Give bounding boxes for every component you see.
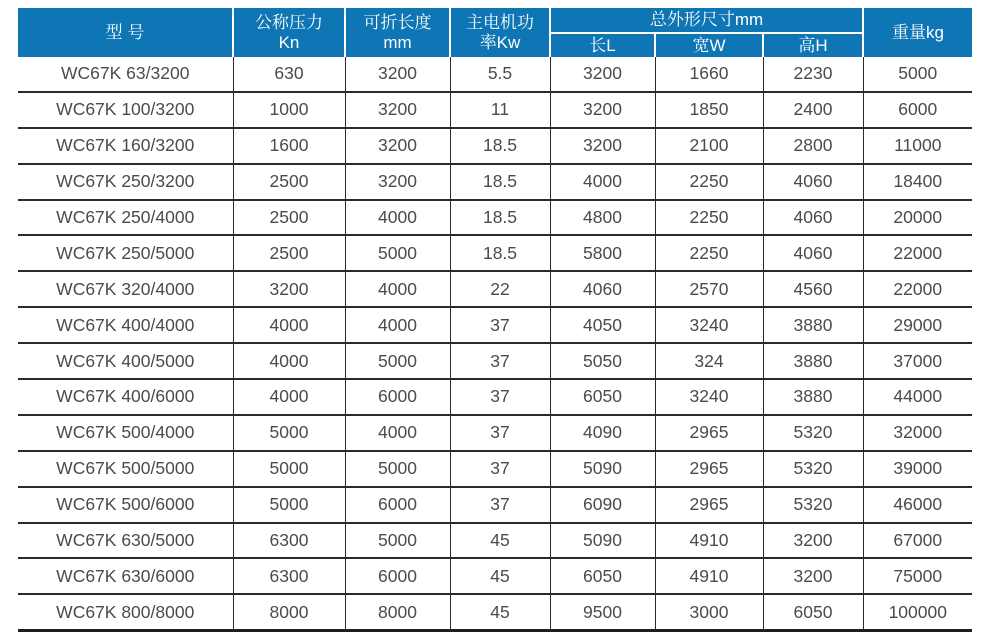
header-model (18, 8, 233, 57)
cell-model: WC67K 250/4000 (18, 200, 233, 236)
cell-fold-length: 5000 (345, 343, 450, 379)
cell-dim-height: 2400 (763, 92, 863, 128)
cell-motor-power: 37 (450, 415, 550, 451)
header-motor-power-line2: 率Kw (479, 32, 521, 52)
table-row (18, 57, 972, 92)
cell-dim-width: 2100 (655, 128, 763, 164)
cell-model: WC67K 500/4000 (18, 415, 233, 451)
cell-weight: 75000 (863, 558, 972, 594)
table-row (18, 92, 972, 128)
cell-pressure: 1600 (233, 128, 345, 164)
cell-dim-length: 3200 (550, 92, 655, 128)
cell-dim-height: 4060 (763, 200, 863, 236)
cell-fold-length: 5000 (345, 235, 450, 271)
cell-fold-length: 8000 (345, 594, 450, 630)
table-row (18, 523, 972, 559)
cell-dim-width: 1850 (655, 92, 763, 128)
cell-fold-length: 3200 (345, 92, 450, 128)
cell-fold-length: 4000 (345, 307, 450, 343)
cell-dim-length: 6050 (550, 558, 655, 594)
table-row (18, 343, 972, 379)
header-fold-length (345, 8, 450, 57)
cell-dim-width: 2965 (655, 487, 763, 523)
cell-dim-length: 4060 (550, 271, 655, 307)
cell-motor-power: 5.5 (450, 57, 550, 92)
cell-model: WC67K 630/6000 (18, 558, 233, 594)
cell-motor-power: 22 (450, 271, 550, 307)
header-dim-length-label: 长L (589, 35, 616, 55)
header-dimensions-group (550, 8, 863, 33)
cell-pressure: 4000 (233, 307, 345, 343)
header-dim-width (655, 33, 763, 57)
cell-pressure: 6300 (233, 558, 345, 594)
cell-dim-width: 2250 (655, 164, 763, 200)
header-pressure-line2: Kn (278, 32, 300, 52)
cell-model: WC67K 500/5000 (18, 451, 233, 487)
cell-fold-length: 3200 (345, 128, 450, 164)
cell-motor-power: 18.5 (450, 200, 550, 236)
table-row (18, 487, 972, 523)
cell-weight: 5000 (863, 57, 972, 92)
cell-model: WC67K 400/6000 (18, 379, 233, 415)
cell-dim-width: 3240 (655, 307, 763, 343)
cell-dim-length: 5090 (550, 451, 655, 487)
cell-model: WC67K 630/5000 (18, 523, 233, 559)
cell-pressure: 3200 (233, 271, 345, 307)
cell-dim-length: 4000 (550, 164, 655, 200)
cell-dim-width: 2965 (655, 415, 763, 451)
cell-dim-width: 2965 (655, 451, 763, 487)
cell-motor-power: 37 (450, 307, 550, 343)
cell-motor-power: 18.5 (450, 164, 550, 200)
cell-dim-width: 3240 (655, 379, 763, 415)
cell-pressure: 5000 (233, 451, 345, 487)
cell-model: WC67K 250/3200 (18, 164, 233, 200)
header-pressure-line1: 公称压力 (255, 12, 323, 32)
header-weight (863, 8, 972, 57)
cell-model: WC67K 63/3200 (18, 57, 233, 92)
cell-dim-height: 5320 (763, 451, 863, 487)
cell-model: WC67K 250/5000 (18, 235, 233, 271)
cell-pressure: 8000 (233, 594, 345, 630)
table-row (18, 235, 972, 271)
cell-dim-length: 9500 (550, 594, 655, 630)
cell-model: WC67K 500/6000 (18, 487, 233, 523)
cell-model: WC67K 800/8000 (18, 594, 233, 630)
cell-dim-length: 4090 (550, 415, 655, 451)
cell-weight: 29000 (863, 307, 972, 343)
cell-motor-power: 37 (450, 451, 550, 487)
cell-dim-width: 4910 (655, 523, 763, 559)
header-dimensions-group-label: 总外形尺寸mm (649, 10, 764, 29)
cell-weight: 22000 (863, 271, 972, 307)
header-dim-height-label: 高H (798, 35, 828, 55)
header-model-label: 型 号 (105, 22, 145, 42)
cell-motor-power: 18.5 (450, 128, 550, 164)
cell-dim-height: 5320 (763, 487, 863, 523)
cell-weight: 67000 (863, 523, 972, 559)
cell-dim-height: 6050 (763, 594, 863, 630)
cell-model: WC67K 100/3200 (18, 92, 233, 128)
cell-pressure: 6300 (233, 523, 345, 559)
table-row (18, 594, 972, 630)
cell-dim-height: 4060 (763, 164, 863, 200)
table-row (18, 128, 972, 164)
cell-weight: 32000 (863, 415, 972, 451)
cell-pressure: 4000 (233, 343, 345, 379)
header-dim-length (550, 33, 655, 57)
table-row (18, 451, 972, 487)
cell-motor-power: 18.5 (450, 235, 550, 271)
table-row (18, 271, 972, 307)
cell-weight: 22000 (863, 235, 972, 271)
cell-dim-height: 2230 (763, 57, 863, 92)
cell-model: WC67K 320/4000 (18, 271, 233, 307)
cell-fold-length: 4000 (345, 200, 450, 236)
cell-motor-power: 45 (450, 523, 550, 559)
cell-dim-length: 3200 (550, 57, 655, 92)
header-motor-power-line1: 主电机功 (466, 12, 534, 32)
header-pressure (233, 8, 345, 57)
table-row (18, 558, 972, 594)
cell-weight: 100000 (863, 594, 972, 630)
cell-model: WC67K 400/5000 (18, 343, 233, 379)
cell-dim-length: 6050 (550, 379, 655, 415)
table-row (18, 379, 972, 415)
cell-fold-length: 6000 (345, 379, 450, 415)
header-fold-length-line2: mm (383, 32, 412, 52)
cell-fold-length: 6000 (345, 487, 450, 523)
cell-dim-length: 6090 (550, 487, 655, 523)
cell-weight: 20000 (863, 200, 972, 236)
cell-dim-height: 3880 (763, 307, 863, 343)
table-row (18, 164, 972, 200)
table-row (18, 200, 972, 236)
cell-weight: 46000 (863, 487, 972, 523)
cell-dim-length: 3200 (550, 128, 655, 164)
spec-table (18, 8, 972, 632)
cell-pressure: 2500 (233, 235, 345, 271)
cell-dim-height: 3200 (763, 558, 863, 594)
cell-dim-height: 3200 (763, 523, 863, 559)
cell-pressure: 2500 (233, 200, 345, 236)
cell-dim-height: 2800 (763, 128, 863, 164)
cell-weight: 37000 (863, 343, 972, 379)
cell-dim-width: 3000 (655, 594, 763, 630)
cell-weight: 39000 (863, 451, 972, 487)
cell-weight: 11000 (863, 128, 972, 164)
cell-pressure: 5000 (233, 487, 345, 523)
cell-dim-height: 5320 (763, 415, 863, 451)
cell-dim-height: 4560 (763, 271, 863, 307)
cell-pressure: 4000 (233, 379, 345, 415)
cell-fold-length: 3200 (345, 57, 450, 92)
cell-dim-length: 4800 (550, 200, 655, 236)
cell-dim-width: 2250 (655, 200, 763, 236)
header-motor-power (450, 8, 550, 57)
cell-dim-width: 2250 (655, 235, 763, 271)
cell-fold-length: 5000 (345, 451, 450, 487)
cell-pressure: 1000 (233, 92, 345, 128)
cell-weight: 6000 (863, 92, 972, 128)
cell-model: WC67K 160/3200 (18, 128, 233, 164)
cell-dim-width: 4910 (655, 558, 763, 594)
cell-motor-power: 37 (450, 343, 550, 379)
cell-fold-length: 4000 (345, 415, 450, 451)
cell-pressure: 630 (233, 57, 345, 92)
cell-motor-power: 37 (450, 487, 550, 523)
cell-fold-length: 6000 (345, 558, 450, 594)
header-dim-height (763, 33, 863, 57)
header-fold-length-line1: 可折长度 (363, 12, 432, 32)
cell-dim-height: 4060 (763, 235, 863, 271)
cell-dim-length: 5090 (550, 523, 655, 559)
cell-dim-length: 5800 (550, 235, 655, 271)
cell-motor-power: 37 (450, 379, 550, 415)
cell-dim-length: 4050 (550, 307, 655, 343)
header-dim-width-label: 宽W (692, 35, 726, 55)
cell-dim-width: 324 (655, 343, 763, 379)
cell-model: WC67K 400/4000 (18, 307, 233, 343)
cell-weight: 44000 (863, 379, 972, 415)
cell-dim-length: 5050 (550, 343, 655, 379)
cell-pressure: 5000 (233, 415, 345, 451)
table-row (18, 307, 972, 343)
cell-dim-width: 1660 (655, 57, 763, 92)
table-row (18, 415, 972, 451)
cell-dim-width: 2570 (655, 271, 763, 307)
table-body (18, 57, 972, 631)
cell-fold-length: 4000 (345, 271, 450, 307)
table-header (18, 8, 972, 57)
cell-motor-power: 45 (450, 558, 550, 594)
cell-dim-height: 3880 (763, 379, 863, 415)
cell-motor-power: 11 (450, 92, 550, 128)
cell-pressure: 2500 (233, 164, 345, 200)
cell-weight: 18400 (863, 164, 972, 200)
cell-fold-length: 3200 (345, 164, 450, 200)
cell-motor-power: 45 (450, 594, 550, 630)
header-weight-label: 重量kg (892, 22, 944, 42)
cell-fold-length: 5000 (345, 523, 450, 559)
cell-dim-height: 3880 (763, 343, 863, 379)
